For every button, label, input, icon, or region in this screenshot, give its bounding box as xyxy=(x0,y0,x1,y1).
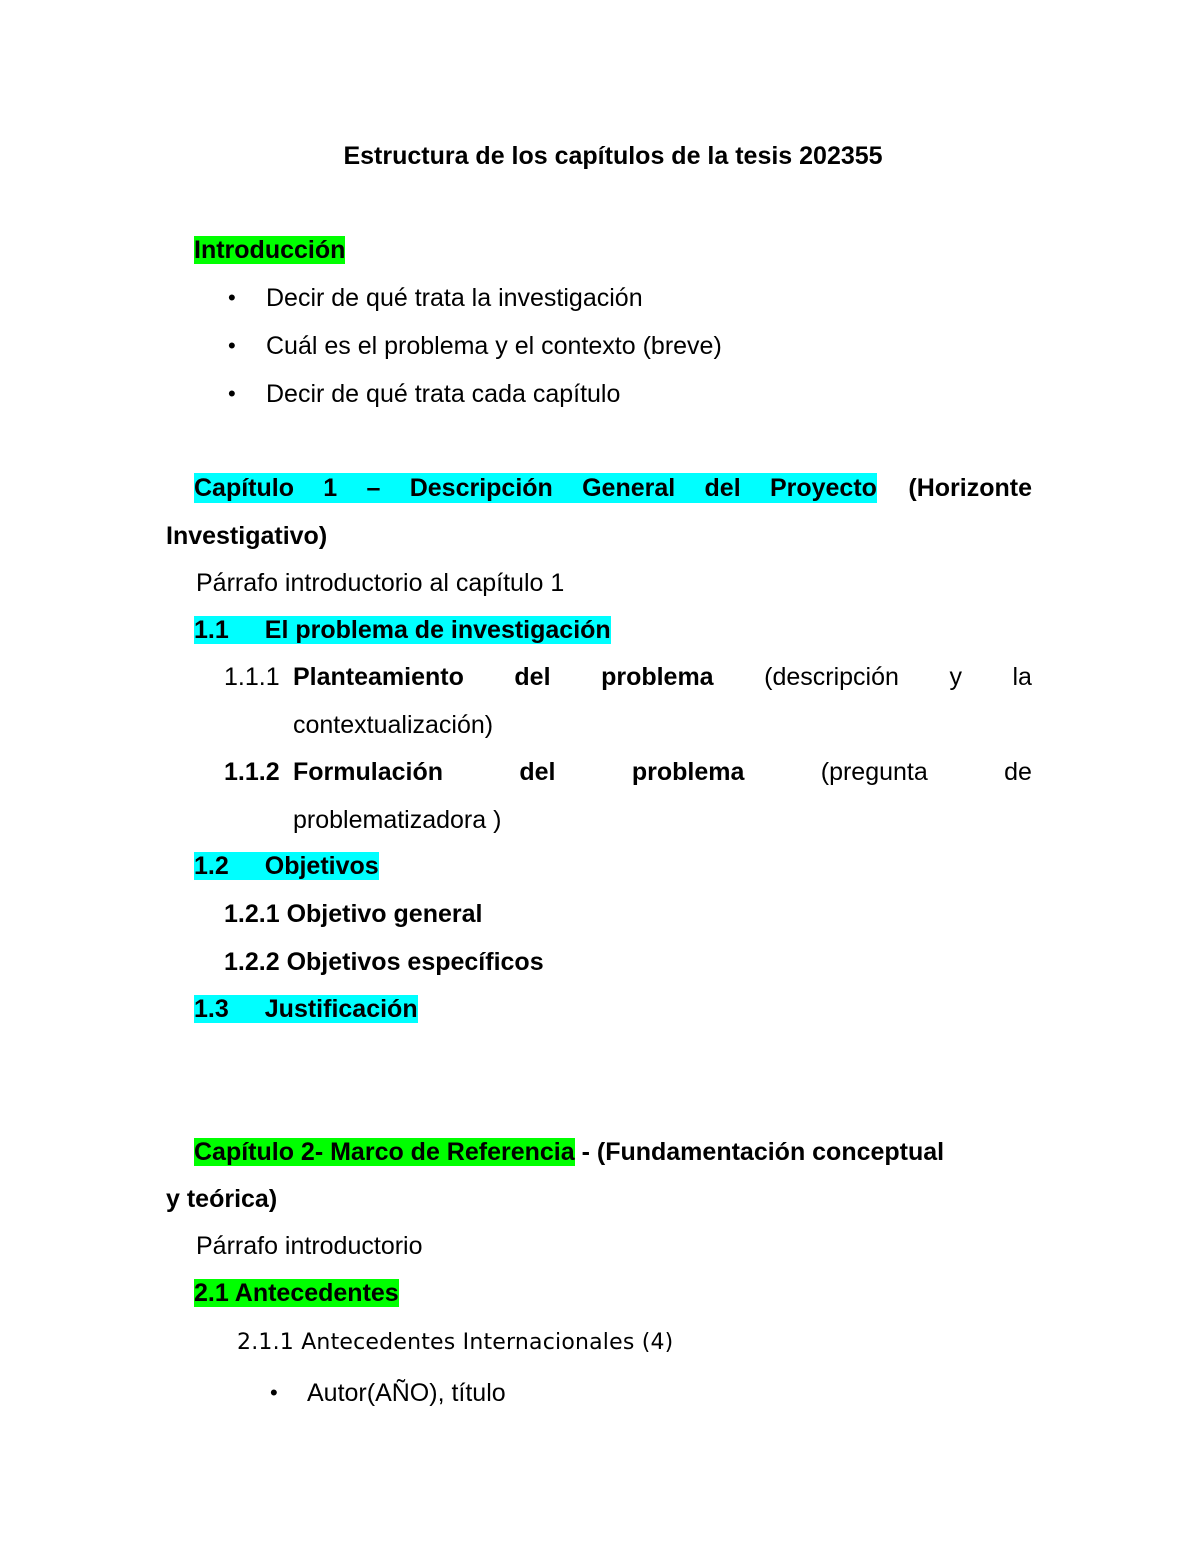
justified-word: del xyxy=(519,758,556,786)
justified-word: Formulación xyxy=(293,758,444,786)
chapter2-heading-continued: y teórica) xyxy=(166,1185,278,1213)
chapter1-word: General xyxy=(582,474,676,502)
justified-word: problema xyxy=(631,758,745,786)
section-1-1-2-number: 1.1.2 xyxy=(224,758,280,786)
justified-word: (pregunta xyxy=(820,758,928,786)
chapter1-word: Descripción xyxy=(409,474,553,502)
section-1-3 xyxy=(194,994,418,1024)
section-1-1-1-text xyxy=(293,662,1032,692)
chapter2-intro-paragraph: Párrafo introductorio xyxy=(196,1232,423,1260)
section-label: Objetivos específicos xyxy=(286,948,544,976)
intro-bullet-1: Decir de qué trata la investigación xyxy=(266,284,643,312)
chapter1-heading-suffix: (Horizonte xyxy=(908,474,1032,502)
section-label: El problema de investigación xyxy=(264,616,611,644)
justified-word: (descripción xyxy=(764,663,899,691)
chapter1-heading-highlight xyxy=(194,473,877,503)
chapter1-word: Proyecto xyxy=(769,474,877,502)
section-1-2 xyxy=(194,851,379,881)
justified-word: la xyxy=(1012,663,1032,691)
chapter1-word: – xyxy=(366,474,381,502)
chapter1-heading xyxy=(194,473,1032,503)
bullet-icon: • xyxy=(228,333,236,358)
chapter1-intro-paragraph: Párrafo introductorio al capítulo 1 xyxy=(196,569,565,597)
chapter2-bullet-1: Autor(AÑO), título xyxy=(307,1379,506,1407)
justified-word: Planteamiento xyxy=(293,663,464,691)
chapter2-heading xyxy=(194,1137,1032,1167)
section-number: 1.2.1 xyxy=(224,900,280,928)
section-2-1 xyxy=(194,1278,399,1308)
chapter2-heading-suffix: - (Fundamentación conceptual xyxy=(574,1138,945,1166)
chapter1-word: del xyxy=(704,474,741,502)
bullet-icon: • xyxy=(228,381,236,406)
section-label: Antecedentes Internacionales (4) xyxy=(301,1330,674,1355)
section-1-1-1-number: 1.1.1 xyxy=(224,663,280,691)
justified-word: problema xyxy=(601,663,714,691)
chapter2-heading-highlight: Capítulo 2- Marco de Referencia xyxy=(194,1138,575,1166)
section-1-2-1 xyxy=(224,899,482,929)
section-number: 1.2.2 xyxy=(224,948,280,976)
justified-word: del xyxy=(514,663,551,691)
section-number: 1.3 xyxy=(194,995,229,1023)
justified-word: y xyxy=(949,663,962,691)
intro-bullet-3: Decir de qué trata cada capítulo xyxy=(266,380,621,408)
intro-heading-text: Introducción xyxy=(194,236,346,264)
section-1-3-highlight xyxy=(194,995,418,1023)
section-label: Objetivo general xyxy=(286,900,483,928)
intro-bullet-2: Cuál es el problema y el contexto (breve) xyxy=(266,332,722,360)
chapter1-heading-continued: Investigativo) xyxy=(166,522,328,550)
intro-heading xyxy=(194,235,345,265)
chapter1-word: 1 xyxy=(323,474,338,502)
section-label: Justificación xyxy=(264,995,418,1023)
section-number: 1.1 xyxy=(194,616,229,644)
section-1-1-2-continued: problematizadora ) xyxy=(293,806,502,834)
section-number: 1.2 xyxy=(194,852,229,880)
section-1-1-highlight xyxy=(194,616,611,644)
section-number: 2.1.1 xyxy=(237,1330,294,1355)
bullet-icon: • xyxy=(270,1380,278,1405)
section-label: Objetivos xyxy=(264,852,379,880)
section-2-1-highlight: 2.1 Antecedentes xyxy=(194,1279,399,1307)
section-1-1-1-continued: contextualización) xyxy=(293,711,494,739)
section-1-2-highlight xyxy=(194,852,379,880)
section-2-1-1 xyxy=(237,1328,673,1358)
section-1-1-2-text xyxy=(293,757,1032,787)
document-title: Estructura de los capítulos de la tesis 202355 xyxy=(343,142,883,170)
chapter1-word: Capítulo xyxy=(194,474,294,502)
justified-word: de xyxy=(1004,758,1032,786)
section-1-1 xyxy=(194,615,611,645)
bullet-icon: • xyxy=(228,285,236,310)
section-1-2-2 xyxy=(224,947,544,977)
